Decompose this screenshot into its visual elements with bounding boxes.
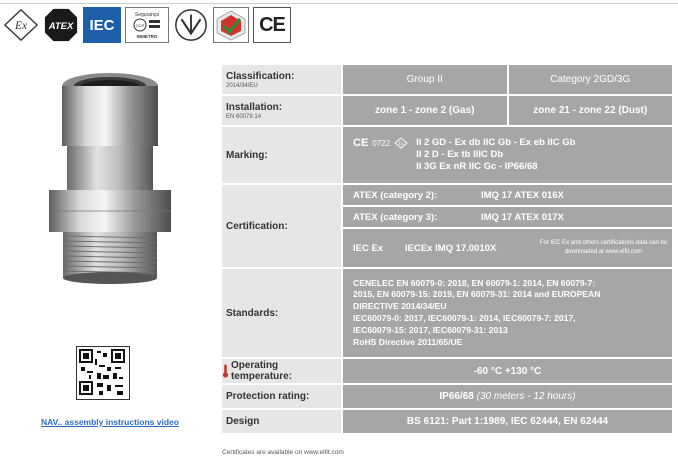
eac-logo [213,7,249,43]
classification-group: Group II [343,65,507,94]
spec-table [222,65,672,435]
protection-label: Protection rating: [222,385,341,408]
ex-logo [3,7,39,43]
svg-text:Ex: Ex [15,19,27,32]
installation-dust: zone 21 - zone 22 (Dust) [509,96,673,125]
iec-logo: IEC [83,7,121,43]
row-protection [222,385,672,408]
row-standards [222,269,672,357]
atex-cat3-row: ATEX (category 3): IMQ 17 ATEX 017X [343,207,672,227]
atex-cat2-row: ATEX (category 2): IMQ 17 ATEX 016X [343,185,672,205]
design-value: BS 6121: Part 1:1989, IEC 62444, EN 62444 [343,410,672,433]
svg-text:ATEX: ATEX [48,20,74,32]
ukrsepro-logo [173,7,209,43]
standards-label: Standards: [222,269,341,357]
installation-gas: zone 1 - zone 2 (Gas) [343,96,507,125]
standards-value: CENELEC EN 60079-0: 2018, EN 60079-1: 2014, EN 60079-7: 2015, EN 60079-15: 2019, EN 60079-31: 2014 and EUROPEAN DIRECTIVE 2014/34/EU IEC60079-0: 2017, IEC60079-1: 2014, IEC60079-7: 2017, IEC60079-15: 2017, IEC60079-31: 2013 RoHS Directive 2011/65/UE [343,269,672,357]
top-divider [0,3,678,4]
row-marking [222,127,672,183]
row-temperature [222,359,672,383]
ce-logo: CE [253,7,291,43]
certification-logos [3,7,291,51]
row-certification [222,185,672,267]
design-label: Design [222,410,341,433]
marking-value: CE 0722 Ex II 2 GD - Ex db IIC Gb - Ex eb IIC Gb II 2 D - Ex tb IIIC Db II 3G Ex nR IIC Gc - IP66/68 [343,127,672,183]
svg-text:OCP: OCP [135,22,145,28]
qr-code[interactable] [76,346,130,400]
atex-logo [43,7,79,43]
installation-label: Installation: EN 60079.14 [222,96,341,125]
iecex-row: IEC Ex IECEx IMQ 17.0010X For IEC Ex and others certifications data can be downloaded at www.elfit.com [343,229,672,267]
classification-category: Category 2GD/3G [509,65,673,94]
row-classification [222,65,672,94]
certificates-note: Certificates are available on www.elfit.com [222,449,344,456]
inmetro-logo: Segurança OCP INMETRO [125,7,169,43]
marking-label: Marking: [222,127,341,183]
protection-value: IP66/68 (30 meters - 12 hours) [343,385,672,408]
cable-gland-image [35,68,185,286]
assembly-video-link[interactable]: NAV.. assembly instructions video [41,417,179,427]
certification-label: Certification: [222,185,341,267]
svg-text:Ex: Ex [398,142,404,147]
row-installation [222,96,672,125]
ex-small-icon [394,137,408,149]
row-design [222,410,672,433]
thermometer-icon [222,364,229,378]
temperature-value: -60 °C +130 °C [343,359,672,383]
classification-label: Classification: 2014/34/EU [222,65,341,94]
temperature-label: Operating temperature: [222,359,341,383]
